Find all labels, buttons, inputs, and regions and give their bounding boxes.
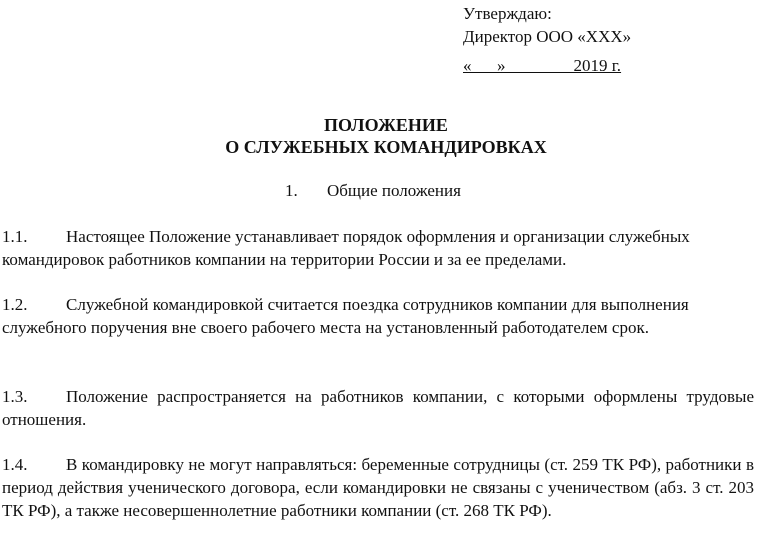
approval-heading: Утверждаю:: [463, 4, 552, 23]
section-title: Общие положения: [327, 181, 461, 200]
paragraph-text: В командировку не могут направляться: беременные сотрудницы (ст. 259 ТК РФ), работники в период действия ученического договора, если командировки не связаны с ученичеством (абз. 3 ст. 203 ТК РФ), а также несовершеннолетние работники компании (ст. 268 ТК РФ).: [2, 455, 754, 520]
paragraph-1-1: [2, 225, 754, 271]
paragraph-text: Положение распространяется на работников компании, с которыми оформлены трудовые отношения.: [2, 387, 754, 429]
paragraph-1-3: [2, 385, 754, 431]
paragraph-number: 1.2.: [2, 295, 28, 314]
approval-director: Директор ООО «XXX»: [463, 27, 632, 46]
paragraph-number: 1.1.: [2, 227, 28, 246]
section-number: 1.: [285, 181, 298, 200]
paragraph-1-4: [2, 453, 754, 522]
paragraph-number: 1.3.: [2, 387, 28, 406]
approval-date-line: «___»________2019 г.: [463, 56, 622, 75]
document-title-line2: О СЛУЖЕБНЫХ КОМАНДИРОВКАХ: [225, 137, 547, 157]
paragraph-1-2: [2, 293, 754, 339]
paragraph-number: 1.4.: [2, 455, 28, 474]
approval-block: [463, 2, 631, 77]
paragraph-text: Настоящее Положение устанавливает порядок оформления и организации служебных командировок работников компании на территории России и за ее пределами.: [2, 227, 690, 269]
document-title: [0, 114, 772, 158]
section-heading: [285, 181, 461, 201]
paragraph-text: Служебной командировкой считается поездка сотрудников компании для выполнения служебного поручения вне своего рабочего места на установленный работодателем срок.: [2, 295, 689, 337]
document-title-line1: ПОЛОЖЕНИЕ: [324, 115, 448, 135]
